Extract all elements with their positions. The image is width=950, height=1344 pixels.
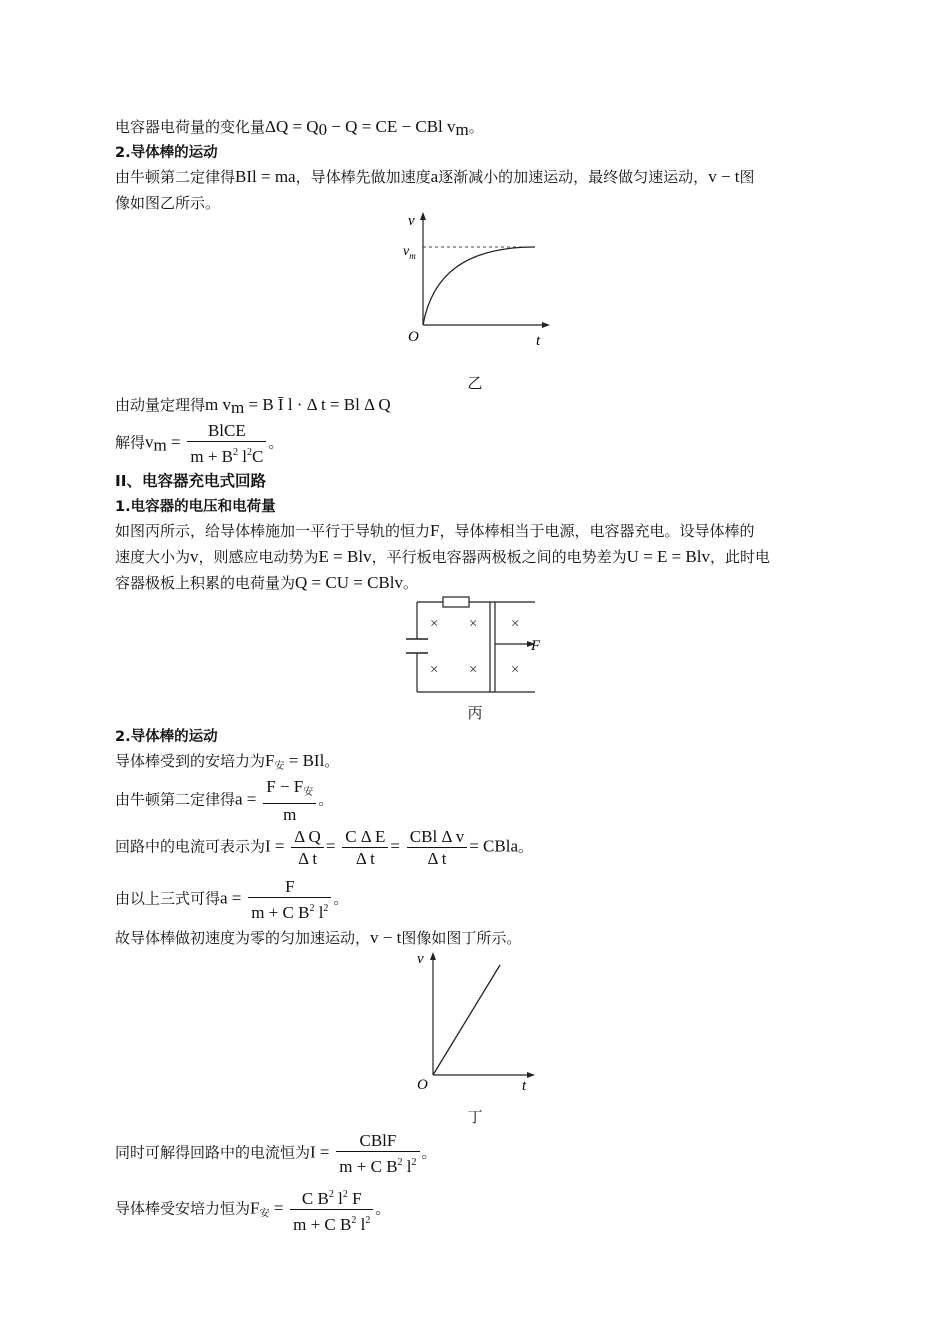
fraction-a-result: $\frac{F}{m + C B^2 l^2}$: [248, 876, 331, 923]
constant-current-line: 同时可解得回路中的电流恒为I = $\frac{\text{CBlF}}{m + C B^2 l^2}$ 。: [115, 1131, 437, 1176]
paragraph-line-3: 容器极板上积累的电荷量为Q = CU = CBlv。: [115, 573, 418, 592]
figure-ding-caption: 丁: [467, 1108, 483, 1126]
charge-change-line: 电容器电荷量的变化量$\Delta Q = Q_0 - Q$ = CE − CBl $v_m$。: [115, 117, 484, 139]
fraction-current: $\frac{\text{CBlF}}{m + C B^2 l^2}$: [336, 1130, 419, 1177]
figure-ding-vt-graph: [412, 945, 542, 1095]
figure-bing-caption: 丙: [467, 704, 483, 722]
newton-law-line: 由牛顿第二定律得BIl = ma，导体棒先做加速度a逐渐减小的加速运动，最终做匀速运动，v − t图: [115, 167, 755, 186]
section-heading-rod-motion-2: 2.导体棒的运动: [115, 729, 218, 745]
fraction-dq-dt: $\frac{\text{Δ Q}}{\text{Δ t}}$: [291, 826, 324, 869]
svg-text:×: ×: [468, 662, 479, 678]
uniform-acceleration-line: 故导体棒做初速度为零的匀加速运动，v − t图像如图丁所示。: [115, 928, 522, 947]
axis-label-vm: $v_m$: [403, 244, 416, 261]
figure-ref-line: 像如图乙所示。: [115, 194, 221, 212]
origin-label: O: [417, 1077, 428, 1093]
origin-label: O: [408, 329, 419, 345]
svg-text:×: ×: [468, 616, 479, 632]
section-heading-voltage-charge: 1.电容器的电压和电荷量: [115, 499, 276, 515]
solve-vm-line: 解得$v_m$ = $\frac{\text{BlCE}}{m + B^2 l^2C}$ 。: [115, 421, 284, 466]
resistor-symbol: [443, 597, 469, 607]
fraction-ampere-force: $\frac{C B^2 l^2 F}{m + C B^2 l^2}$: [290, 1184, 373, 1235]
axis-label-t: t: [536, 333, 541, 349]
fraction-cbldv-dt: $\frac{\text{CBl Δ v}}{\text{Δ t}}$: [407, 826, 467, 869]
svg-text:×: ×: [510, 616, 521, 632]
momentum-theorem-line: 由动量定理得m $v_m = B$ Ī l · Δ t = Bl Δ Q: [115, 395, 391, 417]
svg-text:×: ×: [429, 662, 440, 678]
figure-yi-caption: 乙: [467, 374, 483, 392]
axis-label-v: v: [417, 951, 424, 967]
figure-yi-vt-graph: [400, 205, 560, 350]
fraction-cde-dt: $\frac{\text{C Δ E}}{\text{Δ t}}$: [342, 826, 388, 869]
constant-ampere-force-line: 导体棒受安培力恒为$F_安$ = $\frac{C B^2 l^2 F}{m + C B^2 l^2}$ 。: [115, 1184, 390, 1235]
ampere-force-line: 导体棒受到的安培力为$F_安$ = BIl。: [115, 751, 340, 772]
svg-text:×: ×: [429, 616, 440, 632]
acceleration-line: 由牛顿第二定律得a = $\frac{F - F_安}{m}$ 。: [115, 777, 334, 824]
combined-acceleration-line: 由以上三式可得a = $\frac{F}{m + C B^2 l^2}$ 。: [115, 877, 349, 922]
current-expression-line: 回路中的电流可表示为I = $\frac{\text{Δ Q}}{\text{Δ t}}$ = $\frac{\text{C Δ E}}{\text{Δ t}}$ = $\frac{\text{CBl Δ v}}{\text{Δ t}}$ = CBla。: [115, 827, 534, 868]
section-heading-capacitor-charging: II、电容器充电式回路: [115, 472, 267, 490]
axis-label-t: t: [522, 1078, 527, 1094]
section-heading-rod-motion-1: 2.导体棒的运动: [115, 145, 218, 161]
figure-bing-circuit: [405, 592, 545, 697]
svg-text:×: ×: [510, 662, 521, 678]
paragraph-line-1: 如图丙所示，给导体棒施加一平行于导轨的恒力F，导体棒相当于电源，电容器充电。设导体棒的: [115, 521, 755, 540]
force-label-f: F: [531, 638, 541, 654]
fraction-acceleration: $\frac{F - F_安}{m}$: [263, 776, 316, 825]
axis-label-v: v: [408, 213, 415, 229]
paragraph-line-2: 速度大小为v，则感应电动势为E = Blv，平行板电容器两极板之间的电势差为U = E = Blv，此时电: [115, 547, 771, 566]
fraction-vm: $\frac{\text{BlCE}}{m + B^2 l^2C}$: [187, 420, 266, 467]
